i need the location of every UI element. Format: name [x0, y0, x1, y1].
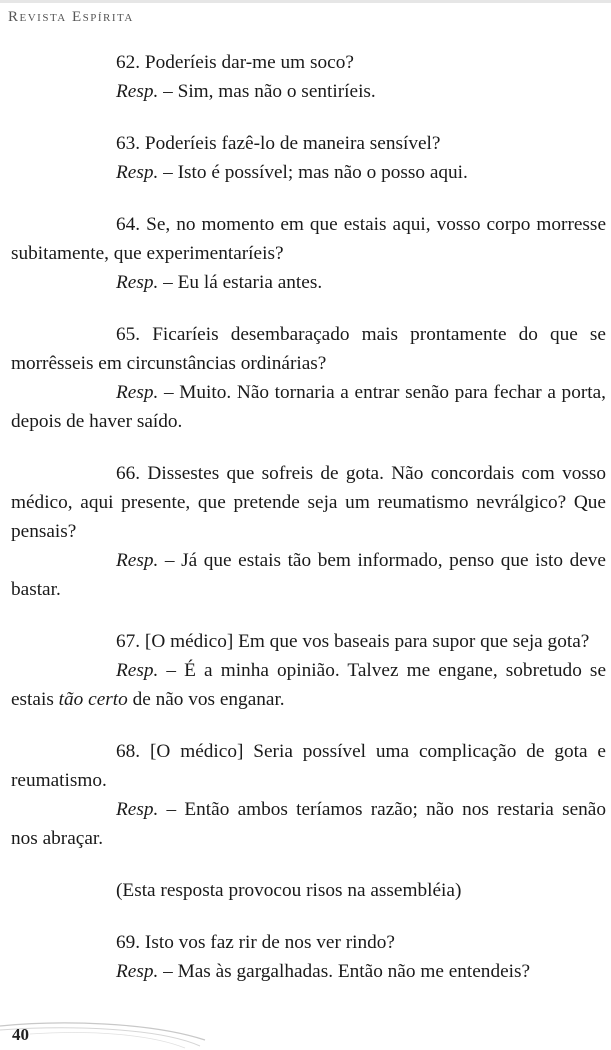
answer-text: – Já que estais tão bem informado, penso que isto deve bastar. [11, 550, 606, 600]
answer-text: – É a minha opinião. Talvez me engane, sobretudo se estais [11, 660, 606, 710]
resp-label: Resp. [116, 961, 159, 982]
footer-swoosh-ornament [0, 1012, 260, 1050]
answer-64 [11, 268, 606, 297]
question-63: 63. Poderíeis fazê-lo de maneira sensível? [116, 133, 441, 154]
resp-label: Resp. [116, 799, 159, 820]
question-67: 67. [O médico] Em que vos baseais para supor que seja gota? [116, 631, 590, 652]
answer-text: – Isto é possível; mas não o posso aqui. [158, 162, 468, 183]
answer-text: – Muito. Não tornaria a entrar senão para fechar a porta, depois de haver saído. [11, 382, 606, 432]
question-68: 68. [O médico] Seria possível uma complicação de gota e reumatismo. [11, 741, 606, 791]
emphasis-text: tão certo [58, 689, 128, 710]
answer-text: – Então ambos teríamos razão; não nos restaria senão nos abraçar. [11, 799, 606, 849]
question-62: 62. Poderíeis dar-me um soco? [116, 52, 354, 73]
question-65: 65. Ficaríeis desembaraçado mais prontamente do que se morrêsseis em circunstâncias ordinárias? [11, 324, 606, 374]
question-66: 66. Dissestes que sofreis de gota. Não concordais com vosso médico, aqui presente, que pretende seja um reumatismo nevrálgico? Que pensais? [11, 463, 606, 542]
answer-65 [11, 378, 606, 436]
resp-label: Resp. [116, 272, 159, 293]
answer-text: – Sim, mas não o sentiríeis. [158, 81, 376, 102]
resp-label: Resp. [116, 550, 159, 571]
resp-label: Resp. [116, 382, 159, 403]
answer-text-end: de não vos enganar. [127, 689, 285, 710]
answer-69 [11, 957, 606, 986]
question-69: 69. Isto vos faz rir de nos ver rindo? [116, 932, 395, 953]
running-head: Revista Espírita [8, 9, 134, 25]
question-64: 64. Se, no momento em que estais aqui, vosso corpo morresse subitamente, que experimentaríeis? [11, 214, 606, 264]
answer-text: – Eu lá estaria antes. [158, 272, 323, 293]
answer-text: – Mas às gargalhadas. Então não me entendeis? [158, 961, 531, 982]
page-number: 40 [12, 1025, 29, 1044]
body-text [11, 48, 606, 986]
answer-67 [11, 656, 606, 714]
answer-68 [11, 795, 606, 853]
editorial-note: (Esta resposta provocou risos na assembléia) [116, 880, 462, 901]
answer-62 [11, 77, 606, 106]
answer-63 [11, 158, 606, 187]
resp-label: Resp. [116, 81, 159, 102]
resp-label: Resp. [116, 660, 159, 681]
resp-label: Resp. [116, 162, 159, 183]
answer-66 [11, 546, 606, 604]
header-rule [0, 0, 611, 3]
